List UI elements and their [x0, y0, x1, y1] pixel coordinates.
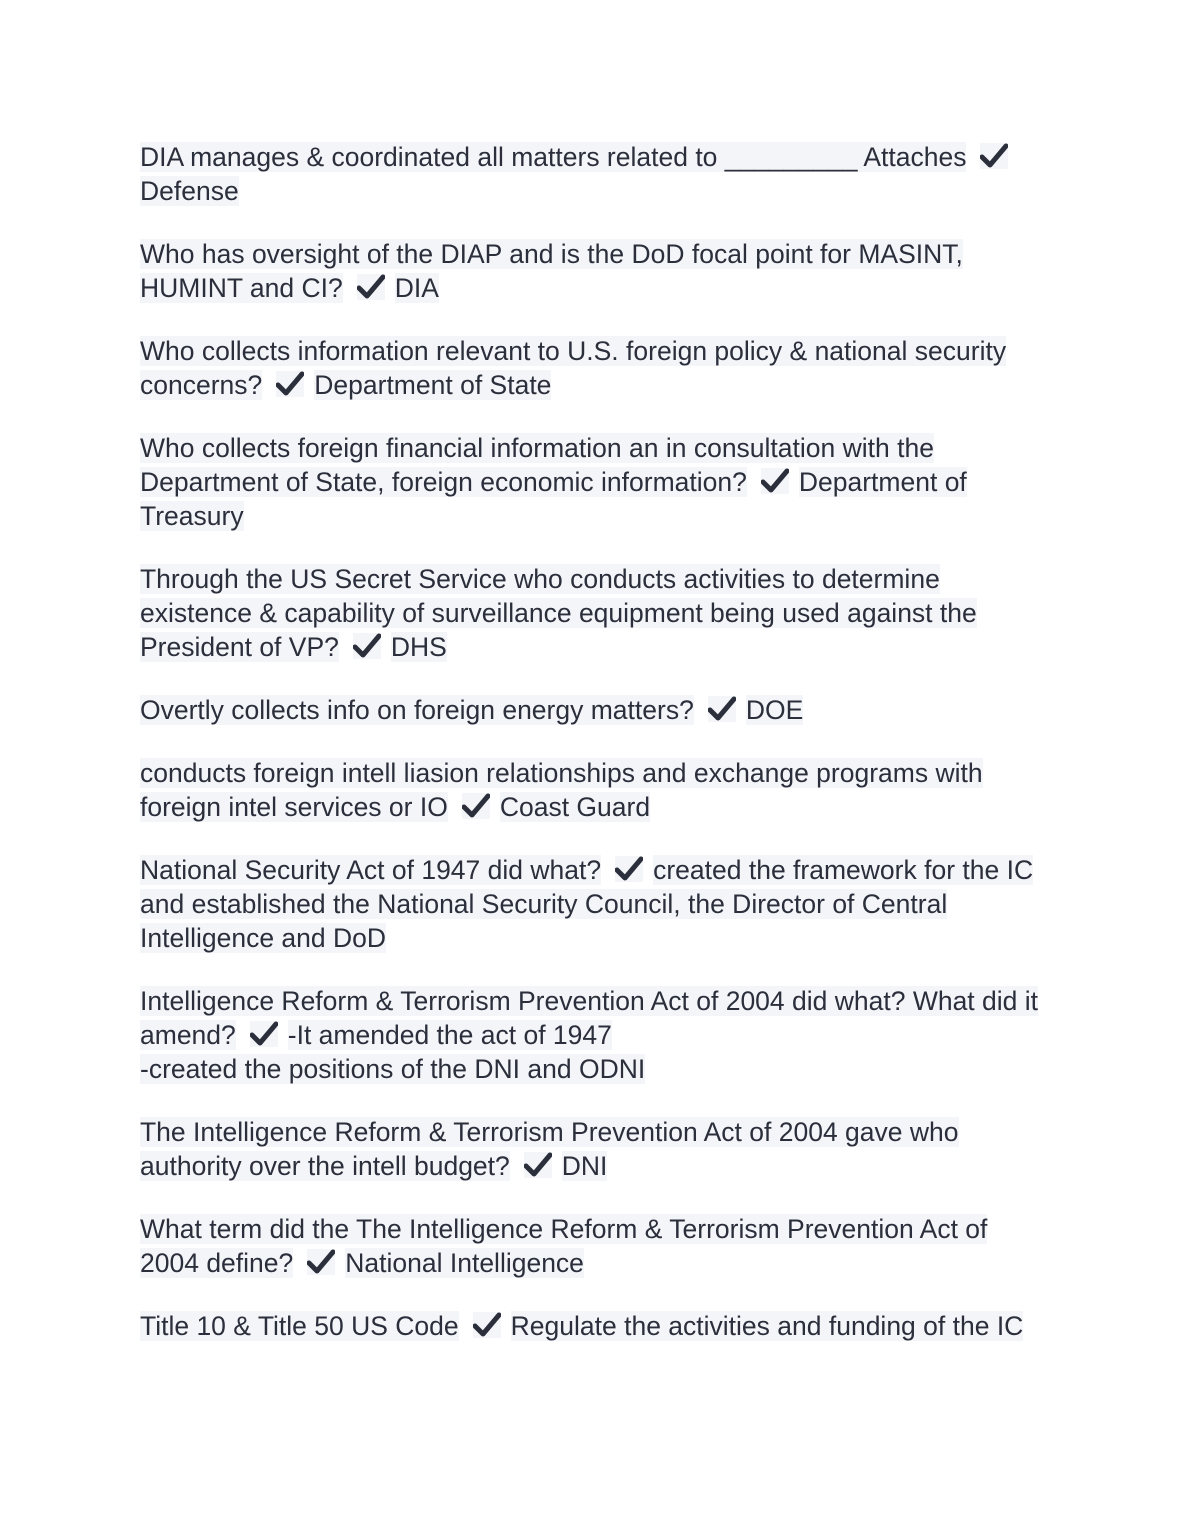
- answer-text: Department of State: [314, 370, 552, 400]
- question-text: Through the US Secret Service who conducts activities to determine existence & capability of surveillance equipment being used against the President of VP?: [140, 564, 977, 662]
- flashcard-12: [140, 1309, 1052, 1343]
- question-text: Title 10 & Title 50 US Code: [140, 1311, 459, 1341]
- flashcard-3: [140, 334, 1052, 402]
- question-text: Who collects foreign financial information an in consultation with the Department of State, foreign economic information?: [140, 433, 934, 497]
- flashcard-9: [140, 984, 1052, 1086]
- answer-text-line-2: -created the positions of the DNI and ODNI: [140, 1054, 646, 1084]
- answer-text: Defense: [140, 176, 239, 206]
- question-text: Who collects information relevant to U.S. foreign policy & national security concerns?: [140, 336, 1007, 400]
- answer-text: DIA: [394, 273, 439, 303]
- flashcard-page: [140, 140, 1052, 1372]
- question-text: Intelligence Reform & Terrorism Prevention Act of 2004 did what? What did it amend?: [140, 986, 1039, 1050]
- check-mark-icon: [980, 143, 1008, 169]
- check-mark-icon: [250, 1021, 278, 1047]
- flashcard-8: [140, 853, 1052, 955]
- flashcard-4: [140, 431, 1052, 533]
- answer-text: created the framework for the IC and established the National Security Council, the Director of Central Intelligence and DoD: [140, 855, 1034, 953]
- answer-text: Regulate the activities and funding of the IC: [510, 1311, 1024, 1341]
- check-mark-icon: [524, 1152, 552, 1178]
- check-mark-icon: [761, 468, 789, 494]
- check-mark-icon: [708, 696, 736, 722]
- check-mark-icon: [276, 371, 304, 397]
- answer-text: -It amended the act of 1947: [287, 1020, 612, 1050]
- check-mark-icon: [615, 856, 643, 882]
- flashcard-11: [140, 1212, 1052, 1280]
- flashcard-5: [140, 562, 1052, 664]
- question-text: Who has oversight of the DIAP and is the DoD focal point for MASINT, HUMINT and CI?: [140, 239, 963, 303]
- question-text: conducts foreign intell liasion relationships and exchange programs with foreign intel services or IO: [140, 758, 983, 822]
- flashcard-10: [140, 1115, 1052, 1183]
- question-text: Overtly collects info on foreign energy matters?: [140, 695, 694, 725]
- flashcard-2: [140, 237, 1052, 305]
- answer-text: DOE: [745, 695, 804, 725]
- answer-text: Department of Treasury: [140, 467, 967, 531]
- check-mark-icon: [353, 633, 381, 659]
- check-mark-icon: [473, 1312, 501, 1338]
- question-text: The Intelligence Reform & Terrorism Prevention Act of 2004 gave who authority over the intell budget?: [140, 1117, 959, 1181]
- question-text: What term did the The Intelligence Reform & Terrorism Prevention Act of 2004 define?: [140, 1214, 988, 1278]
- check-mark-icon: [462, 793, 490, 819]
- check-mark-icon: [357, 274, 385, 300]
- flashcard-6: [140, 693, 1052, 727]
- flashcard-1: [140, 140, 1052, 208]
- answer-text: National Intelligence: [345, 1248, 584, 1278]
- answer-text: DNI: [561, 1151, 608, 1181]
- flashcard-7: [140, 756, 1052, 824]
- answer-text: Coast Guard: [499, 792, 651, 822]
- question-text: National Security Act of 1947 did what?: [140, 855, 602, 885]
- answer-text: DHS: [390, 632, 447, 662]
- check-mark-icon: [307, 1249, 335, 1275]
- question-text: DIA manages & coordinated all matters related to _________ Attaches: [140, 142, 967, 172]
